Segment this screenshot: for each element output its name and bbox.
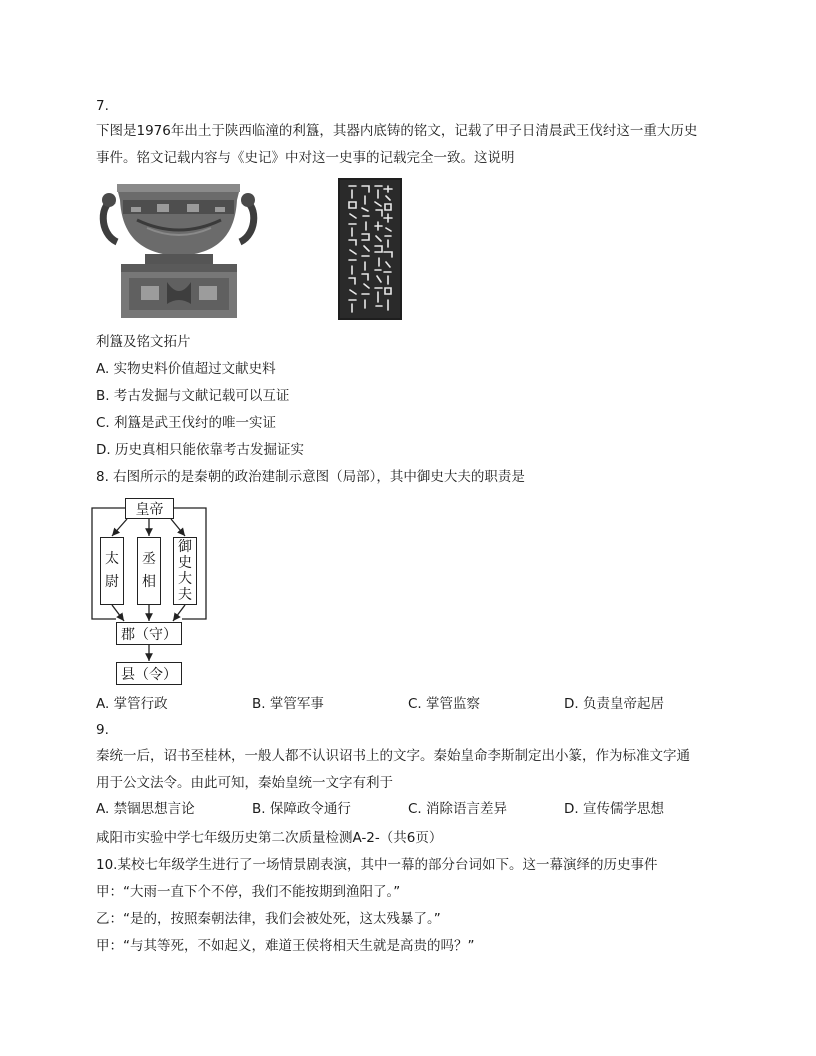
q9-stem-line2: 用于公文法令。由此可知，秦始皇统一文字有利于	[96, 775, 393, 791]
q9-number: 9.	[96, 722, 109, 738]
q9-option-a[interactable]: A. 禁锢思想言论	[96, 801, 195, 817]
q7-option-c[interactable]: C. 利簋是武王伐纣的唯一实证	[96, 415, 277, 431]
q7-stem-line2: 事件。铭文记载内容与《史记》中对这一史事的记载完全一致。这说明	[96, 150, 515, 166]
diagram-emperor-box: 皇帝	[125, 498, 174, 519]
q9-stem-line1: 秦统一后，诏书至桂林，一般人都不认识诏书上的文字。秦始皇命李斯制定出小篆，作为标准文字通	[96, 748, 690, 764]
q10-stem: 10.某校七年级学生进行了一场情景剧表演，其中一幕的部分台词如下。这一幕演绎的历史事件	[96, 857, 658, 873]
diagram-censor-box	[173, 537, 197, 605]
q8-option-d[interactable]: D. 负责皇帝起居	[564, 696, 664, 712]
diagram-taiwei-box	[100, 537, 124, 605]
chancellor-char-1: 丞	[142, 551, 156, 567]
q10-dialogue-2: 乙：“是的，按照秦朝法律，我们会被处死，这太残暴了。”	[96, 911, 441, 927]
q10-dialogue-3: 甲：“与其等死，不如起义，难道王侯将相天生就是高贵的吗？”	[96, 938, 475, 954]
q9-option-d[interactable]: D. 宣传儒学思想	[564, 801, 664, 817]
chancellor-char-2: 相	[142, 574, 156, 590]
censor-char-1: 御	[178, 539, 192, 555]
q7-option-b[interactable]: B. 考古发掘与文献记载可以互证	[96, 388, 290, 404]
q9-option-b[interactable]: B. 保障政令通行	[252, 801, 351, 817]
diagram-commandery-box: 郡（守）	[116, 622, 182, 645]
q8-option-c[interactable]: C. 掌管监察	[408, 696, 481, 712]
censor-char-4: 夫	[178, 587, 192, 603]
q9-option-c[interactable]: C. 消除语言差异	[408, 801, 508, 817]
q8-option-b[interactable]: B. 掌管军事	[252, 696, 324, 712]
q7-option-d[interactable]: D. 历史真相只能依靠考古发掘证实	[96, 442, 304, 458]
censor-char-3: 大	[178, 571, 192, 587]
q10-dialogue-1: 甲：“大雨一直下个不停，我们不能按期到渔阳了。”	[96, 884, 401, 900]
q8-stem: 8. 右图所示的是秦朝的政治建制示意图（局部），其中御史大夫的职责是	[96, 469, 525, 485]
q7-stem-line1: 下图是1976年出土于陕西临潼的利簋，其器内底铸的铭文，记载了甲子日清晨武王伐纣这一重大历史	[96, 123, 698, 139]
diagram-chancellor-box	[137, 537, 161, 605]
taiwei-char-2: 尉	[105, 574, 119, 590]
q7-figure-caption: 利簋及铭文拓片	[96, 334, 191, 350]
taiwei-char-1: 太	[105, 551, 119, 567]
diagram-county-box: 县（令）	[116, 662, 182, 685]
page-footer: 咸阳市实验中学七年级历史第二次质量检测A-2-（共6页）	[96, 830, 443, 846]
q7-option-a[interactable]: A. 实物史料价值超过文献史料	[96, 361, 276, 377]
censor-char-2: 史	[178, 555, 192, 571]
q8-option-a[interactable]: A. 掌管行政	[96, 696, 168, 712]
q7-number: 7.	[96, 98, 109, 114]
